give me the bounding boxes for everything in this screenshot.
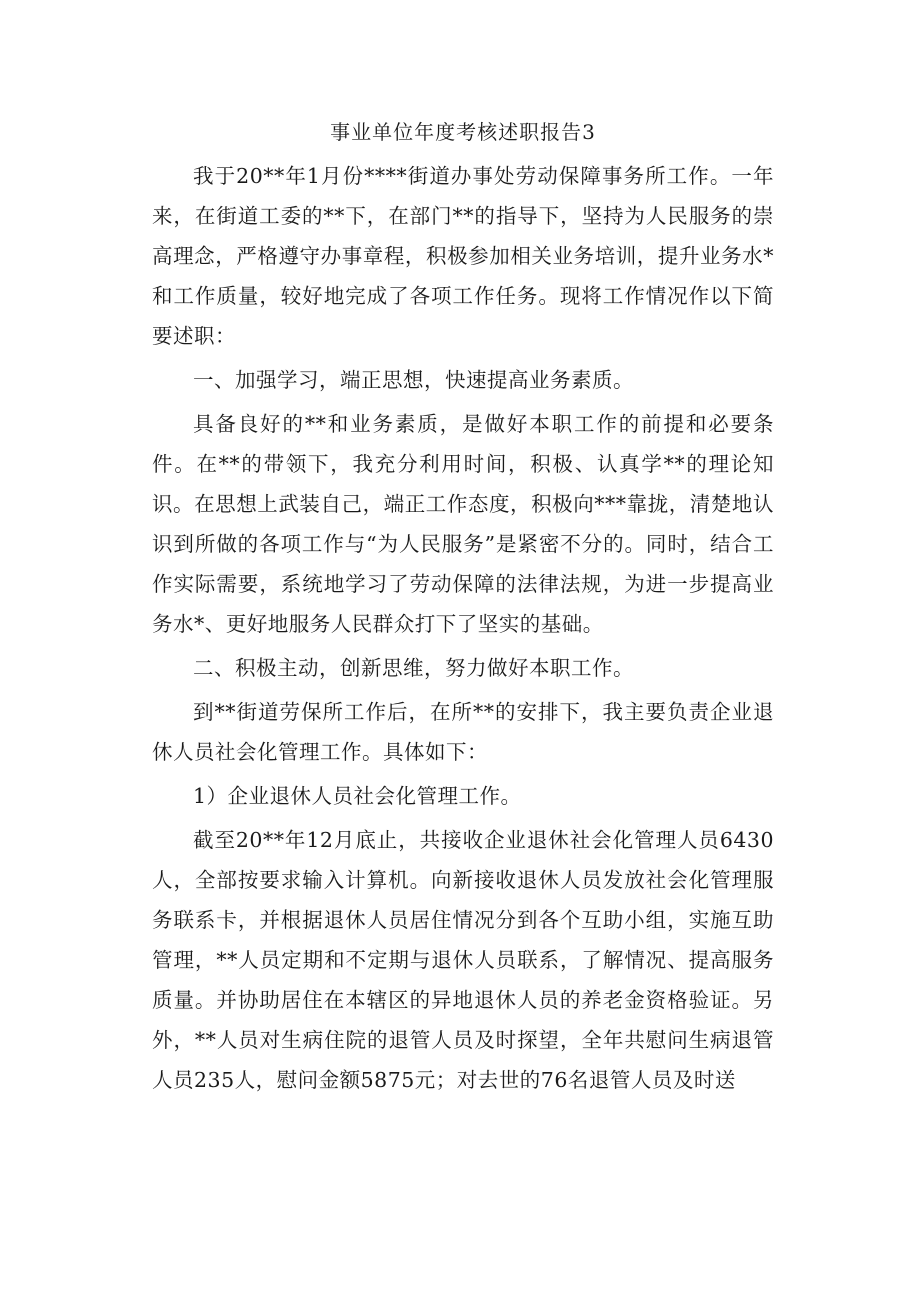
body-paragraph-duty: 到**街道劳保所工作后，在所**的安排下，我主要负责企业退休人员社会化管理工作。具体如下： — [152, 700, 774, 764]
document-title: 事业单位年度考核述职报告3 — [330, 120, 596, 144]
intro-paragraph: 我于20**年1月份****街道办事处劳动保障事务所工作。一年来，在街道工委的**下，在部门**的指导下，坚持为人民服务的崇高理念，严格遵守办事章程，积极参加相关业务培训，提升业务水*和工作质量，较好地完成了各项工作任务。现将工作情况作以下简要述职： — [152, 164, 774, 348]
section-heading-2: 二、积极主动，创新思维，努力做好本职工作。 — [193, 656, 634, 680]
body-paragraph-retirees: 截至20**年12月底止，共接收企业退休社会化管理人员6430人，全部按要求输入计算机。向新接收退休人员发放社会化管理服务联系卡，并根据退休人员居住情况分到各个互助小组，实施互助管理，**人员定期和不定期与退休人员联系，了解情况、提高服务质量。并协助居住在本辖区的异地退休人员的养老金资格验证。另外，**人员对生病住院的退管人员及时探望，全年共慰问生病退管人员235人，慰问金额5875元；对去世的76名退管人员及时送 — [152, 828, 774, 1092]
subsection-heading-1: 1）企业退休人员社会化管理工作。 — [193, 784, 522, 808]
document-page — [152, 112, 774, 1100]
body-paragraph-study: 具备良好的**和业务素质，是做好本职工作的前提和必要条件。在**的带领下，我充分利用时间，积极、认真学**的理论知识。在思想上武装自己，端正工作态度，积极向***靠拢，清楚地认识到所做的各项工作与“为人民服务”是紧密不分的。同时，结合工作实际需要，系统地学习了劳动保障的法律法规，为进一步提高业务水*、更好地服务人民群众打下了坚实的基础。 — [152, 412, 774, 636]
section-heading-1: 一、加强学习，端正思想，快速提高业务素质。 — [193, 368, 634, 392]
